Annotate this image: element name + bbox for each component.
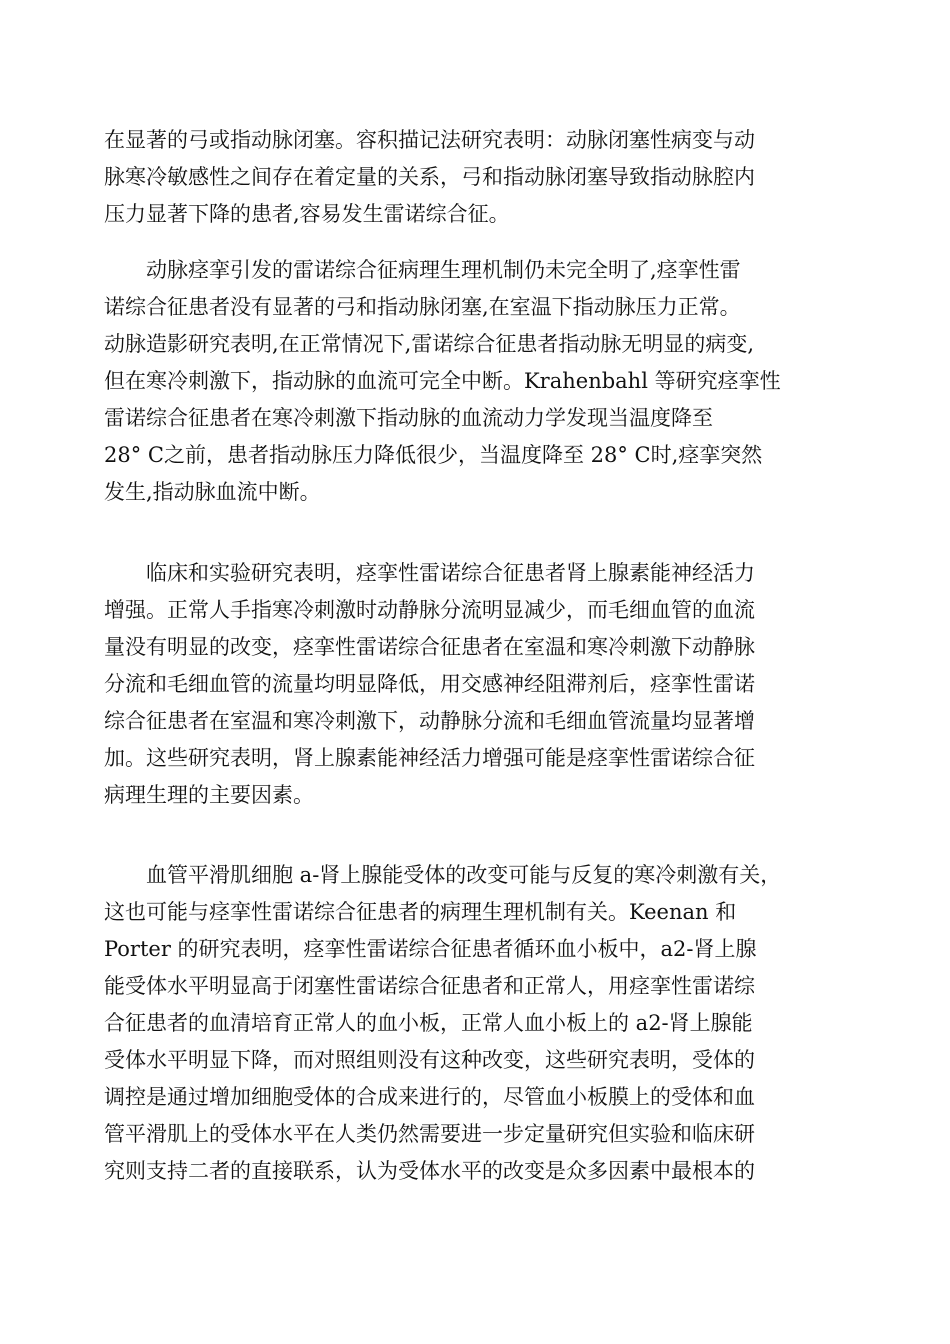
text-line: 调控是通过增加细胞受体的合成来进行的，尽管血小板膜上的受体和血 bbox=[104, 1085, 755, 1109]
paragraph-3 bbox=[104, 555, 864, 814]
text-line: 发生,指动脉血流中断。 bbox=[104, 480, 321, 504]
text-line: 28° C之前，患者指动脉压力降低很少，当温度降至 28° C时,痉挛突然 bbox=[104, 443, 763, 467]
text-line: 分流和毛细血管的流量均明显降低，用交感神经阻滞剂后，痉挛性雷诺 bbox=[104, 672, 755, 696]
text-line: 雷诺综合征患者在寒冷刺激下指动脉的血流动力学发现当温度降至 bbox=[104, 406, 713, 430]
text-line: 动脉造影研究表明,在正常情况下,雷诺综合征患者指动脉无明显的病变, bbox=[104, 332, 755, 356]
text-line: 脉寒冷敏感性之间存在着定量的关系，弓和指动脉闭塞导致指动脉腔内 bbox=[104, 165, 755, 189]
text-line: 血管平滑肌细胞 a-肾上腺能受体的改变可能与反复的寒冷刺激有关， bbox=[146, 863, 782, 887]
text-line: 临床和实验研究表明，痉挛性雷诺综合征患者肾上腺素能神经活力 bbox=[146, 561, 755, 585]
text-line: 这也可能与痉挛性雷诺综合征患者的病理生理机制有关。Keenan 和 bbox=[104, 900, 737, 924]
text-line: 诺综合征患者没有显著的弓和指动脉闭塞,在室温下指动脉压力正常。 bbox=[104, 295, 741, 319]
text-line: 究则支持二者的直接联系，认为受体水平的改变是众多因素中最根本的 bbox=[104, 1159, 755, 1183]
text-line: 在显著的弓或指动脉闭塞。容积描记法研究表明：动脉闭塞性病变与动 bbox=[104, 128, 755, 152]
text-line: 合征患者的血清培育正常人的血小板，正常人血小板上的 a2-肾上腺能 bbox=[104, 1011, 753, 1035]
text-line: 动脉痉挛引发的雷诺综合征病理生理机制仍未完全明了,痉挛性雷 bbox=[146, 258, 741, 282]
text-line: 增强。正常人手指寒冷刺激时动静脉分流明显减少，而毛细血管的血流 bbox=[104, 598, 755, 622]
paragraph-2 bbox=[104, 252, 864, 511]
text-line: 能受体水平明显高于闭塞性雷诺综合征患者和正常人，用痉挛性雷诺综 bbox=[104, 974, 755, 998]
text-line: 综合征患者在室温和寒冷刺激下，动静脉分流和毛细血管流量均显著增 bbox=[104, 709, 755, 733]
text-line: 加。这些研究表明，肾上腺素能神经活力增强可能是痉挛性雷诺综合征 bbox=[104, 746, 755, 770]
text-line: 但在寒冷刺激下，指动脉的血流可完全中断。Krahenbahl 等研究痉挛性 bbox=[104, 369, 781, 393]
text-line: Porter 的研究表明，痉挛性雷诺综合征患者循环血小板中，a2-肾上腺 bbox=[104, 937, 757, 961]
paragraph-1 bbox=[104, 122, 864, 233]
text-line: 病理生理的主要因素。 bbox=[104, 783, 314, 807]
text-line: 受体水平明显下降，而对照组则没有这种改变，这些研究表明，受体的 bbox=[104, 1048, 755, 1072]
text-line: 量没有明显的改变，痉挛性雷诺综合征患者在室温和寒冷刺激下动静脉 bbox=[104, 635, 755, 659]
text-line: 压力显著下降的患者,容易发生雷诺综合征。 bbox=[104, 202, 510, 226]
text-line: 管平滑肌上的受体水平在人类仍然需要进一步定量研究但实验和临床研 bbox=[104, 1122, 755, 1146]
paragraph-4 bbox=[104, 857, 864, 1190]
